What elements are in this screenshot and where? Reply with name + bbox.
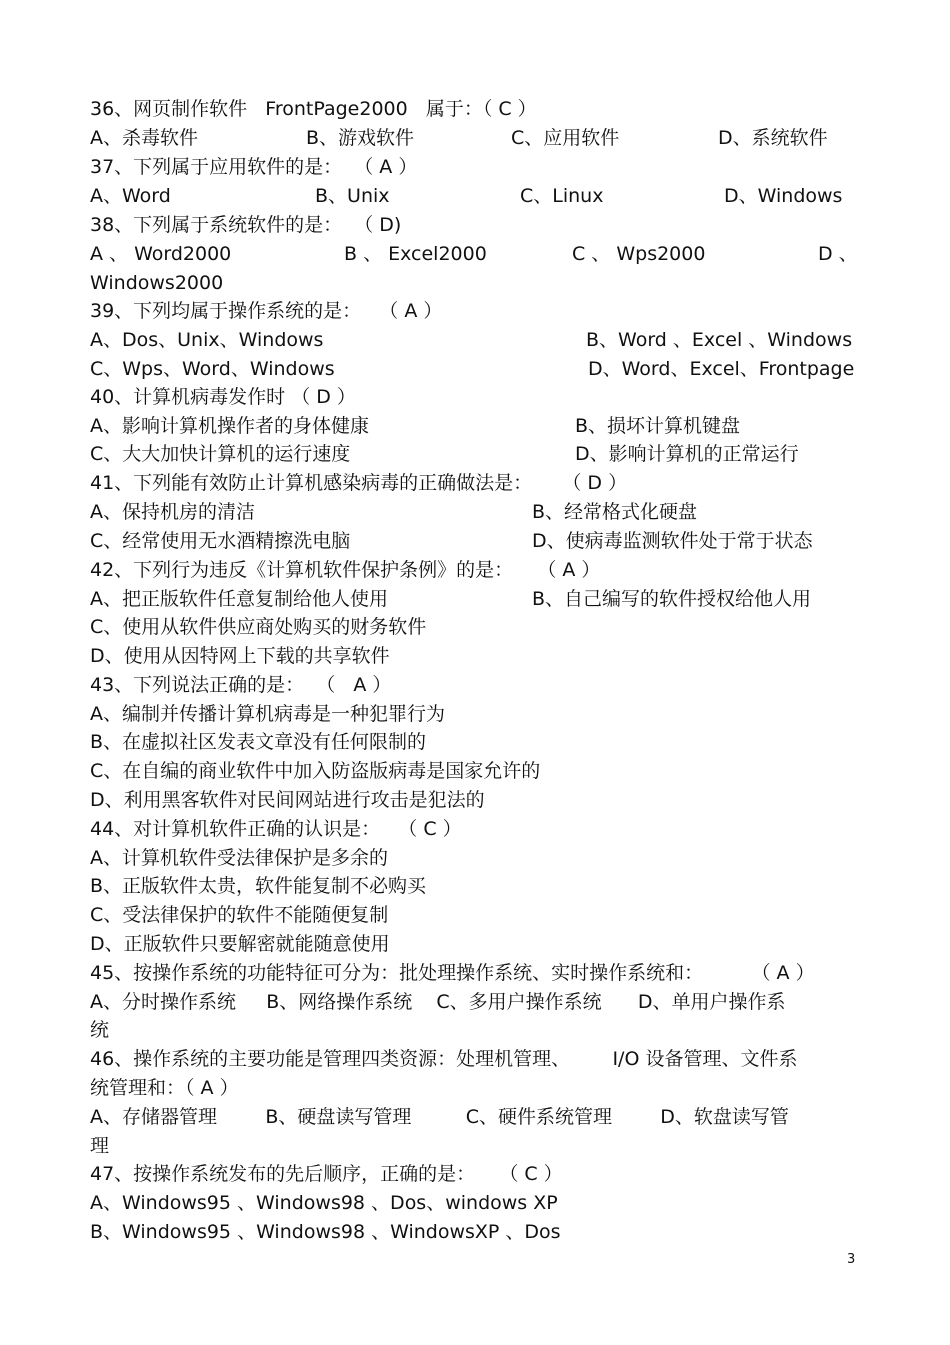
option-c: C、Linux <box>520 185 604 207</box>
option-a: A、杀毒软件 <box>90 127 198 149</box>
option-a: A、影响计算机操作者的身体健康 <box>90 415 369 437</box>
option-d: D、Word、Excel、Frontpage <box>588 358 855 380</box>
option-d: D、使病毒监测软件处于常于状态 <box>532 530 813 552</box>
option-d: D、Windows <box>724 185 843 207</box>
option-d-43: D、利用黑客软件对民间网站进行攻击是犯法的 <box>90 789 485 811</box>
option-d: D、影响计算机的正常运行 <box>575 443 799 465</box>
option-d-continued: Windows2000 <box>90 272 224 294</box>
option-c-43: C、在自编的商业软件中加入防盗版病毒是国家允许的 <box>90 760 541 782</box>
question-46-continued: 统管理和：（ A ） <box>90 1077 239 1099</box>
option-b-44: B、正版软件太贵，软件能复制不必购买 <box>90 875 427 897</box>
option-a: A、Dos、Unix、Windows <box>90 329 324 351</box>
options-row-40b <box>90 440 855 468</box>
question-47: 47、按操作系统发布的先后顺序，正确的是： （ C ） <box>90 1163 563 1185</box>
question-37: 37、下列属于应用软件的是： （ A ） <box>90 156 418 178</box>
option-b-43: B、在虚拟社区发表文章没有任何限制的 <box>90 731 427 753</box>
option-c: C、大大加快计算机的运行速度 <box>90 443 351 465</box>
option-d-42: D、使用从因特网上下载的共享软件 <box>90 645 390 667</box>
options-row-36 <box>90 124 855 152</box>
option-c-42: C、使用从软件供应商处购买的财务软件 <box>90 616 427 638</box>
options-row-38 <box>90 240 858 268</box>
question-44: 44、对计算机软件正确的认识是： （ C ） <box>90 818 462 840</box>
options-row-41a <box>90 498 855 526</box>
question-42: 42、下列行为违反《计算机软件保护条例》的是： （ A ） <box>90 559 601 581</box>
options-row-39b <box>90 355 855 383</box>
option-a: A、保持机房的清洁 <box>90 501 255 523</box>
question-46: 46、操作系统的主要功能是管理四类资源：处理机管理、 I/O 设备管理、文件系 <box>90 1048 798 1070</box>
page-number: 3 <box>847 1252 856 1267</box>
option-b: B 、 Excel2000 <box>344 243 487 265</box>
options-row-46: A、存储器管理 B、硬盘读写管理 C、硬件系统管理 D、软盘读写管 <box>90 1106 789 1128</box>
question-40: 40、计算机病毒发作时 （ D ） <box>90 386 356 408</box>
option-a: A、把正版软件任意复制给他人使用 <box>90 588 388 610</box>
options-row-45: A、分时操作系统 B、网络操作系统 C、多用户操作系统 D、单用户操作系 <box>90 991 786 1013</box>
option-b: B、自己编写的软件授权给他人用 <box>532 588 812 610</box>
question-38: 38、下列属于系统软件的是： （ D) <box>90 214 402 236</box>
option-a: A、Word <box>90 185 171 207</box>
options-row-37 <box>90 182 855 210</box>
option-a-43: A、编制并传播计算机病毒是一种犯罪行为 <box>90 703 445 725</box>
option-b: B、游戏软件 <box>306 127 415 149</box>
option-b: B、Word 、Excel 、Windows <box>586 329 853 351</box>
option-d-44: D、正版软件只要解密就能随意使用 <box>90 933 390 955</box>
option-c: C、经常使用无水酒精擦洗电脑 <box>90 530 351 552</box>
option-d: D 、 <box>818 243 858 265</box>
option-b: B、损坏计算机键盘 <box>575 415 741 437</box>
option-c: C、应用软件 <box>511 127 620 149</box>
option-b-47: B、Windows95 、Windows98 、WindowsXP 、Dos <box>90 1221 561 1243</box>
option-a-47: A、Windows95 、Windows98 、Dos、windows XP <box>90 1192 558 1214</box>
option-a-44: A、计算机软件受法律保护是多余的 <box>90 847 388 869</box>
question-45: 45、按操作系统的功能特征可分为：批处理操作系统、实时操作系统和： （ A ） <box>90 962 815 984</box>
option-c: C、Wps、Word、Windows <box>90 358 335 380</box>
options-row-39a <box>90 326 855 354</box>
question-43: 43、下列说法正确的是： （ A ） <box>90 674 392 696</box>
option-a: A 、 Word2000 <box>90 243 232 265</box>
options-row-45-continued: 统 <box>90 1019 110 1041</box>
question-36: 36、网页制作软件 FrontPage2000 属于：（ C ） <box>90 98 537 120</box>
option-d: D、系统软件 <box>718 127 828 149</box>
options-row-40a <box>90 412 855 440</box>
option-c: C 、 Wps2000 <box>572 243 706 265</box>
question-41: 41、下列能有效防止计算机感染病毒的正确做法是： （ D ） <box>90 472 628 494</box>
option-b: B、Unix <box>315 185 390 207</box>
options-row-41b <box>90 527 855 555</box>
options-row-46-continued: 理 <box>90 1135 110 1157</box>
option-b: B、经常格式化硬盘 <box>532 501 698 523</box>
options-row-42a <box>90 585 855 613</box>
question-39: 39、下列均属于操作系统的是： （ A ） <box>90 300 443 322</box>
option-c-44: C、受法律保护的软件不能随便复制 <box>90 904 389 926</box>
